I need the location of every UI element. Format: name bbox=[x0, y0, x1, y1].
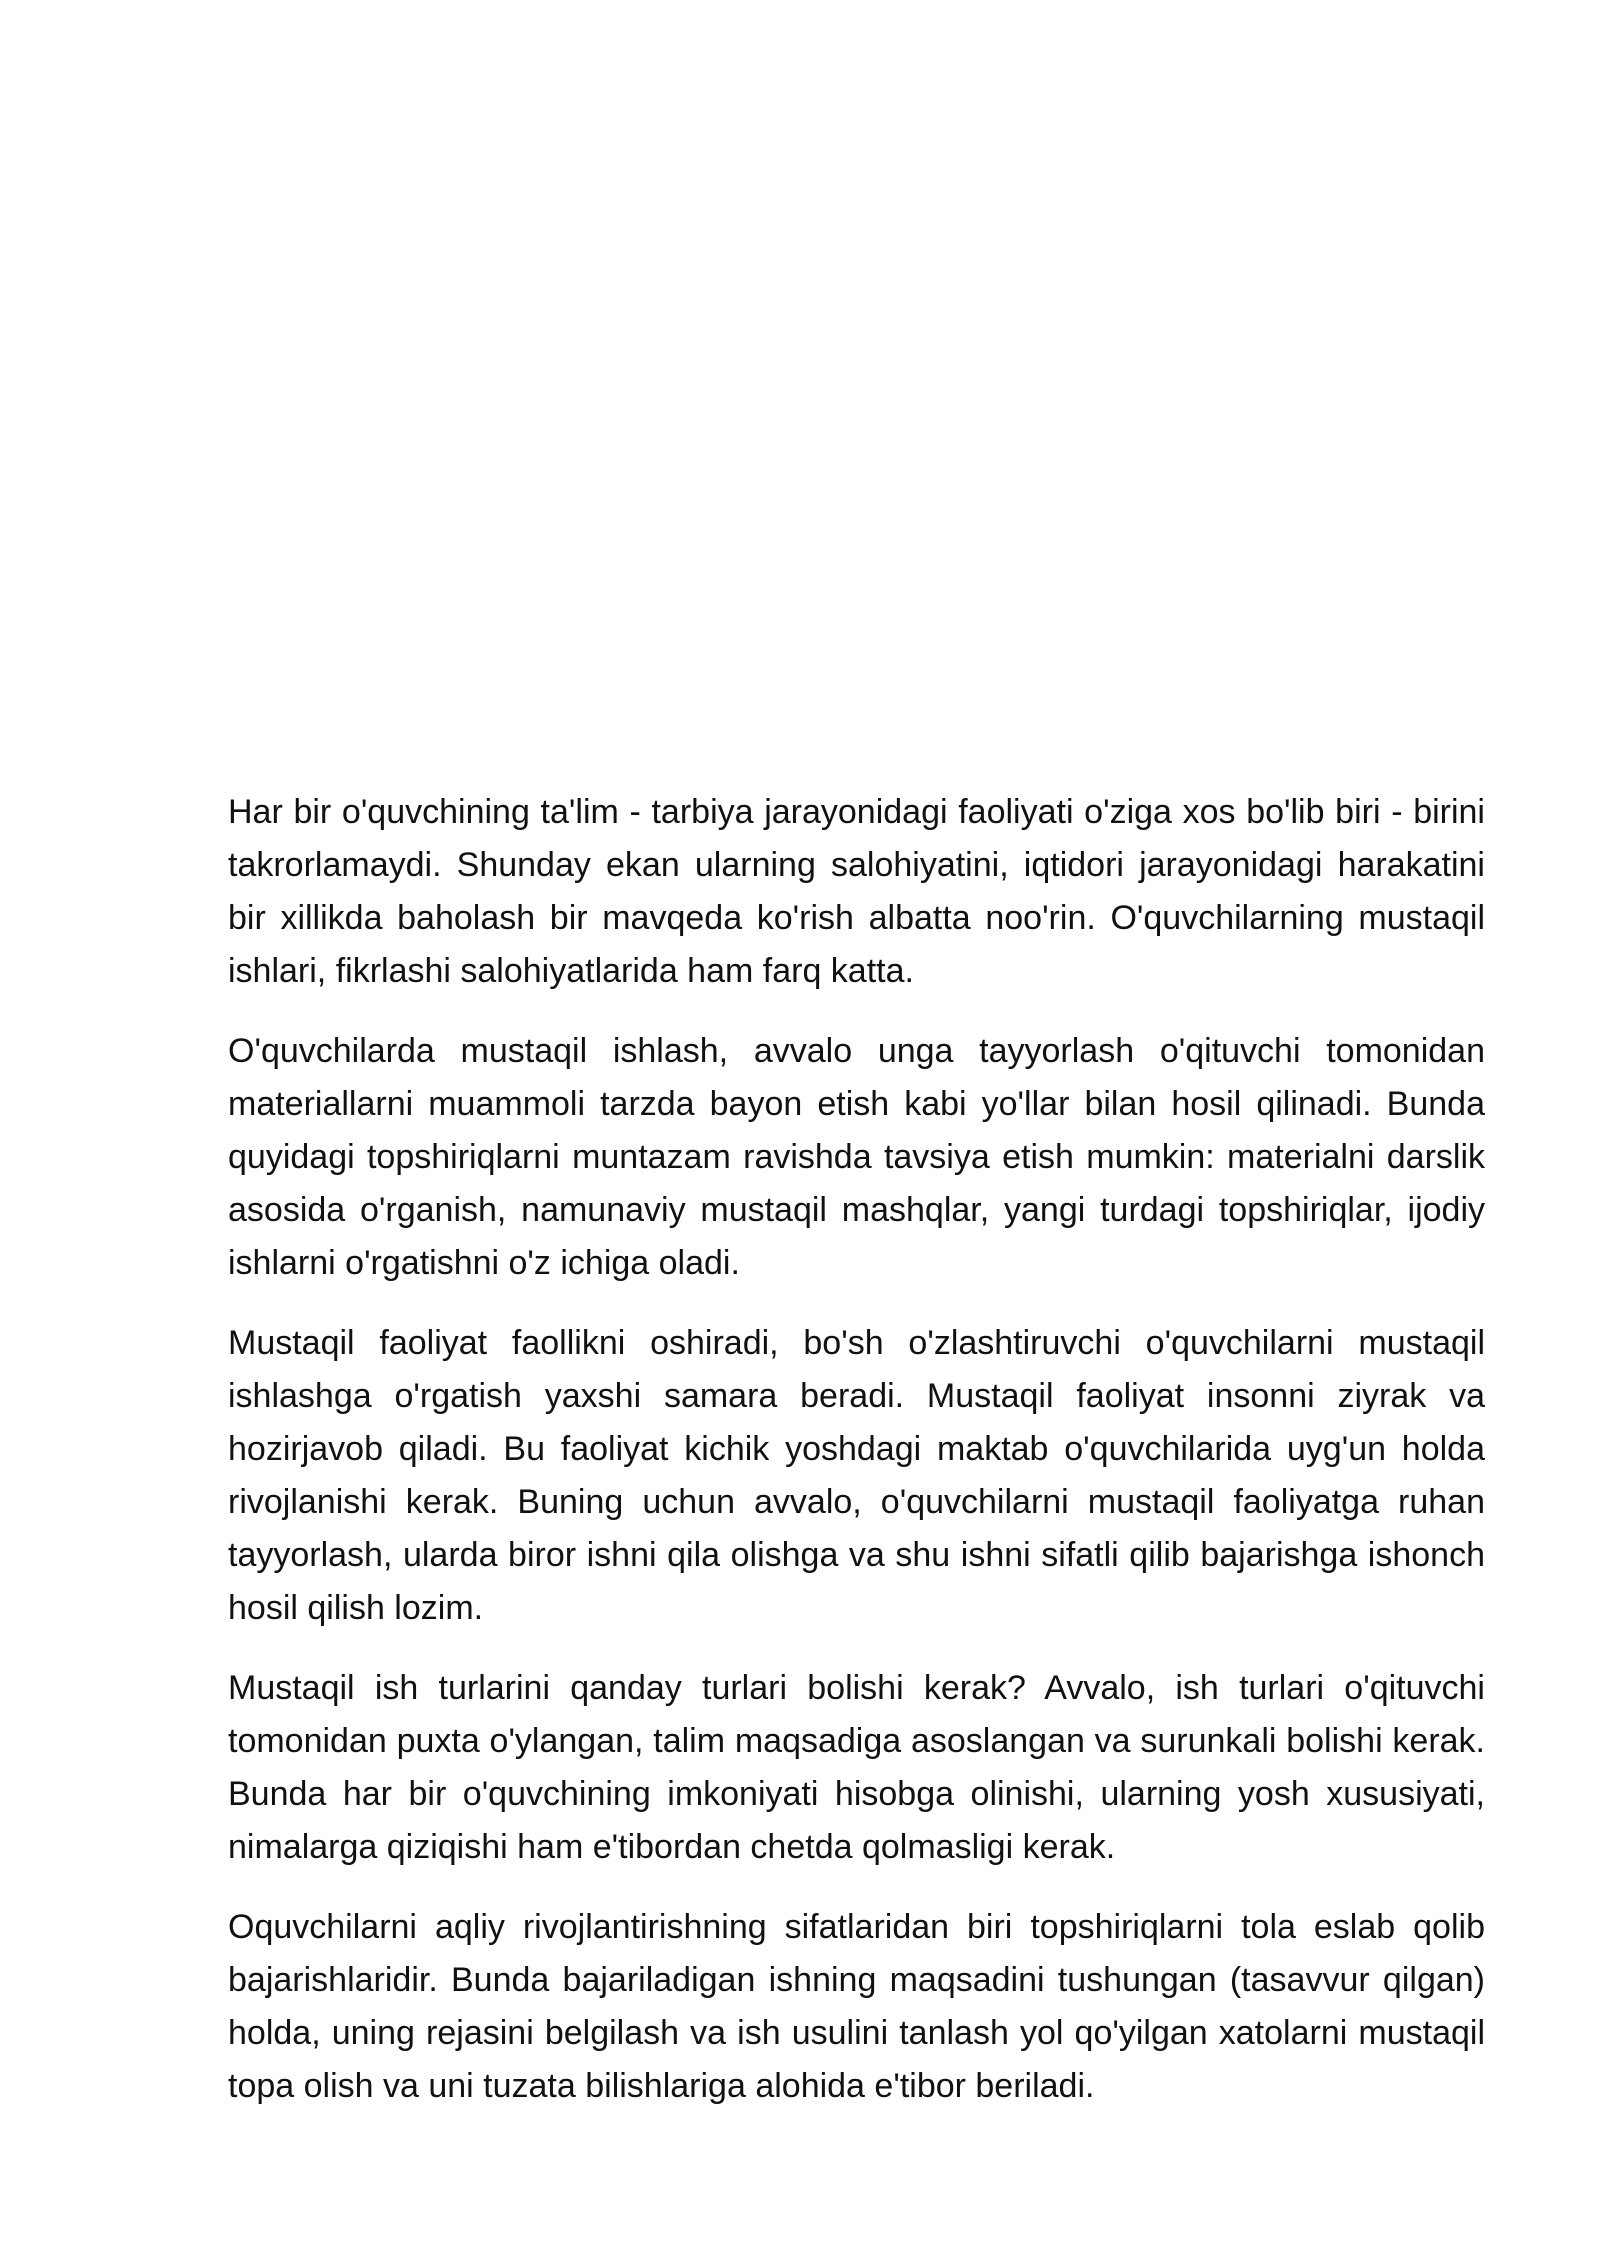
paragraph: Mustaqil faoliyat faollikni oshiradi, bo'sh o'zlashtiruvchi o'quvchilarni mustaqil ishlashga o'rgatish yaxshi samara beradi. Mustaqil faoliyat insonni ziyrak va hozirjavob qiladi. Bu faoliyat kichik yoshdagi maktab o'quvchilarida uyg'un holda rivojlanishi kerak. Buning uchun avvalo, o'quvchilarni mustaqil faoliyatga ruhan tayyorlash, ularda biror ishni qila olishga va shu ishni sifatli qilib bajarishga ishonch hosil qilish lozim. bbox=[228, 1324, 1485, 1627]
paragraph: Har bir o'quvchining ta'lim - tarbiya jarayonidagi faoliyati o'ziga xos bo'lib biri - birini takrorlamaydi. Shunday ekan ularning salohiyatini, iqtidori jarayonidagi harakatini bir xillikda baholash bir mavqeda ko'rish albatta noo'rin. O'quvchilarning mustaqil ishlari, fikrlashi salohiyatlarida ham farq katta. bbox=[228, 793, 1485, 990]
paragraph: O'quvchilarda mustaqil ishlash, avvalo unga tayyorlash o'qituvchi tomonidan materiallarni muammoli tarzda bayon etish kabi yo'llar bilan hosil qilinadi. Bunda quyidagi topshiriqlarni muntazam ravishda tavsiya etish mumkin: materialni darslik asosida o'rganish, namunaviy mustaqil mashqlar, yangi turdagi topshiriqlar, ijodiy ishlarni o'rgatishni o'z ichiga oladi. bbox=[228, 1032, 1485, 1282]
document-body bbox=[228, 786, 1485, 2140]
paragraph: Mustaqil ish turlarini qanday turlari bolishi kerak? Avvalo, ish turlari o'qituvchi tomonidan puxta o'ylangan, talim maqsadiga asoslangan va surunkali bolishi kerak. Bunda har bir o'quvchining imkoniyati hisobga olinishi, ularning yosh xususiyati, nimalarga qiziqishi ham e'tibordan chetda qolmasligi kerak. bbox=[228, 1669, 1485, 1866]
paragraph: Oquvchilarni aqliy rivojlantirishning sifatlaridan biri topshiriqlarni tola eslab qolib bajarishlaridir. Bunda bajariladigan ishning maqsadini tushungan (tasavvur qilgan) holda, uning rejasini belgilash va ish usulini tanlash yol qo'yilgan xatolarni mustaqil topa olish va uni tuzata bilishlariga alohida e'tibor beriladi. bbox=[228, 1908, 1485, 2105]
